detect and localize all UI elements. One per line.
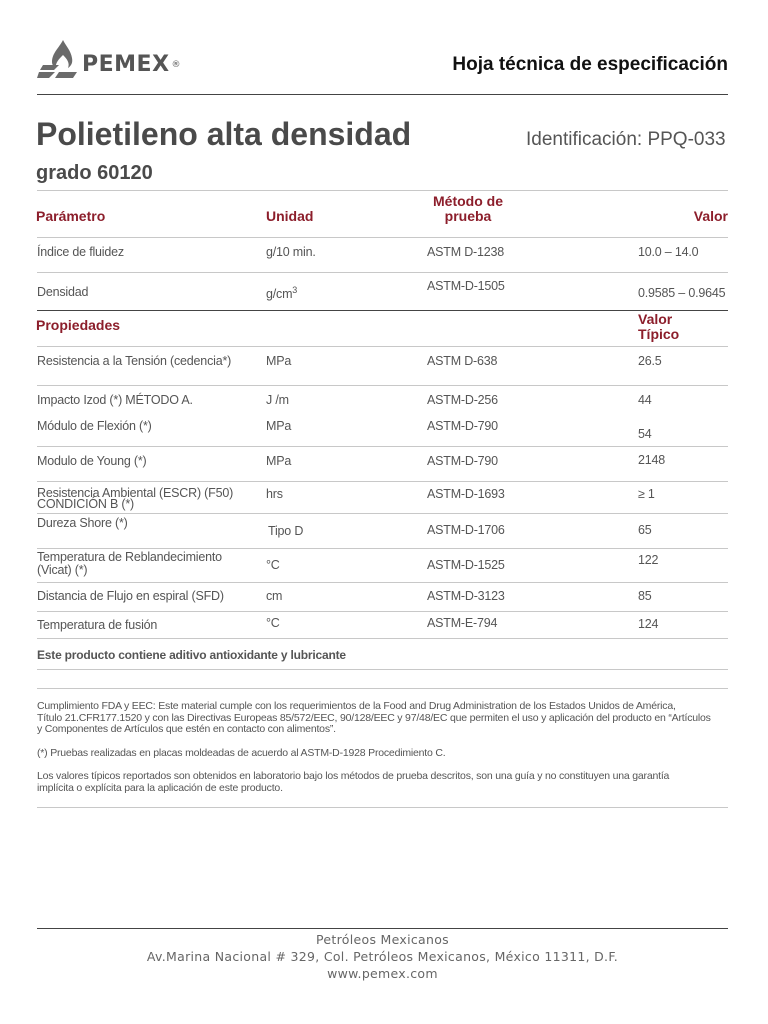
table-cell-method: ASTM-E-794 xyxy=(427,616,498,630)
table-cell-param: Densidad xyxy=(37,285,89,299)
table-cell-param xyxy=(37,488,233,510)
table-cell-param: Distancia de Flujo en espiral (SFD) xyxy=(37,589,224,603)
properties-header: Propiedades xyxy=(36,317,121,333)
table-cell-param: Impacto Izod (*) MÉTODO A. xyxy=(37,393,193,407)
table-cell-value: ≥ 1 xyxy=(638,487,655,501)
table-cell-param: Resistencia a la Tensión (cedencia*) xyxy=(37,354,232,368)
product-identification: Identificación: PPQ-033 xyxy=(526,129,726,150)
tests-note: (*) Pruebas realizadas en placas moldeadas de acuerdo al ASTM-D-1928 Procedimiento C. xyxy=(37,747,446,759)
divider xyxy=(37,190,728,191)
table-cell-param: Módulo de Flexión (*) xyxy=(37,419,152,433)
divider xyxy=(37,548,728,549)
table-cell-param-line2: (Vicat) (*) xyxy=(37,563,88,577)
table-cell-value: 44 xyxy=(638,393,652,407)
note-line: implícita o explícita para la aplicación de este producto. xyxy=(37,781,283,794)
pemex-logo-icon xyxy=(37,38,81,82)
table-cell-param-line1: Temperatura de Reblandecimiento xyxy=(37,550,222,564)
divider xyxy=(37,272,728,273)
table-cell-value: 124 xyxy=(638,617,659,631)
footer-address: Av.Marina Nacional # 329, Col. Petróleos Mexicanos, México 11311, D.F. xyxy=(146,949,619,964)
divider xyxy=(37,513,728,514)
note-line: y Componentes de Artículos que estén en contacto con alimentos”. xyxy=(37,723,336,735)
note-line: Los valores típicos reportados son obtenidos en laboratorio bajo los métodos de prueba descritos, son una guía y no constituyen una garantía xyxy=(37,770,670,782)
registered-mark: ® xyxy=(171,60,182,70)
table-cell-unit: °C xyxy=(266,616,280,630)
properties-value-header-line1: Valor xyxy=(638,311,673,327)
table-cell-param: Dureza Shore (*) xyxy=(37,516,128,530)
table-cell-param xyxy=(37,551,222,577)
divider xyxy=(37,582,728,583)
header-divider xyxy=(37,94,728,95)
typical-values-note xyxy=(37,771,729,794)
table-cell-method: ASTM-D-790 xyxy=(427,454,498,468)
table-cell-method: ASTM-D-1693 xyxy=(427,487,505,501)
footer-company: Petróleos Mexicanos xyxy=(316,932,449,947)
properties-value-header xyxy=(638,312,679,342)
table-cell-method: ASTM-D-256 xyxy=(427,393,498,407)
table-cell-unit: MPa xyxy=(266,354,292,368)
divider xyxy=(37,385,728,386)
note-line: Cumplimiento FDA y EEC: Este material cumple con los requerimientos de la Food and Drug Administration de los Estados Unidos de América, xyxy=(37,700,676,712)
divider xyxy=(37,669,728,670)
additive-note: Este producto contiene aditivo antioxidante y lubricante xyxy=(37,648,346,662)
superscript: 3 xyxy=(292,285,298,295)
table-cell-unit: MPa xyxy=(266,419,292,433)
footer-website[interactable]: www.pemex.com xyxy=(327,966,438,981)
properties-value-header-line2: Típico xyxy=(638,326,680,342)
divider xyxy=(37,688,728,689)
table-cell-param: Índice de fluidez xyxy=(37,245,124,259)
table-cell-method: ASTM-D-1505 xyxy=(427,279,505,293)
table-cell-value: 10.0 – 14.0 xyxy=(638,245,699,259)
table-cell-param: Temperatura de fusión xyxy=(37,618,158,632)
note-line: Título 21.CFR177.1520 y con las Directivas Europeas 85/572/EEC, 90/128/EEC y 97/48/EC que permiten el uso y aplicación del producto en “Artículos xyxy=(37,711,711,724)
divider xyxy=(37,446,728,447)
table-cell-value: 2148 xyxy=(638,453,666,467)
table-cell-value: 54 xyxy=(638,427,652,441)
fda-compliance-note xyxy=(37,701,729,736)
product-grade: grado 60120 xyxy=(36,162,153,184)
table-cell-param: Modulo de Young (*) xyxy=(37,454,147,468)
table-cell-method: ASTM D-1238 xyxy=(427,245,504,259)
product-title: Polietileno alta densidad xyxy=(36,116,412,152)
table-cell-value: 122 xyxy=(638,553,659,567)
table-cell-method: ASTM-D-790 xyxy=(427,419,498,433)
sheet-title: Hoja técnica de especificación xyxy=(452,54,728,75)
divider xyxy=(37,611,728,612)
table-cell-unit: g/10 min. xyxy=(266,245,316,259)
divider xyxy=(37,638,728,639)
table-cell-value: 85 xyxy=(638,589,652,603)
divider xyxy=(37,346,728,347)
table-cell-value: 26.5 xyxy=(638,354,662,368)
divider xyxy=(37,481,728,482)
table-cell-param-line2: CONDICIÓN B (*) xyxy=(37,497,135,511)
divider xyxy=(37,237,728,238)
table-cell-unit: $g/cm^3$ xyxy=(266,285,298,302)
divider xyxy=(37,807,728,808)
table-cell-value: 65 xyxy=(638,523,652,537)
table-cell-unit: hrs xyxy=(266,487,283,501)
table-cell-unit: MPa xyxy=(266,454,292,468)
col-header-method-line2: prueba xyxy=(444,208,492,224)
col-header-method-line1: Método de xyxy=(433,193,503,209)
table-cell-unit: Tipo D xyxy=(268,524,304,538)
table-cell-method: ASTM-D-1706 xyxy=(427,523,505,537)
table-cell-method: ASTM-D-1525 xyxy=(427,558,505,572)
table-cell-unit: J /m xyxy=(266,393,289,407)
footer-divider xyxy=(37,928,728,929)
table-cell-method: ASTM D-638 xyxy=(427,354,498,368)
col-header-method xyxy=(418,194,518,224)
col-header-value: Valor xyxy=(693,208,728,224)
pemex-logo-text: PEMEX ® xyxy=(82,52,182,77)
table-cell-unit: °C xyxy=(266,558,280,572)
col-header-parameter: Parámetro xyxy=(36,208,106,224)
section-divider xyxy=(37,310,728,311)
table-cell-param-line1: Resistencia Ambiental (ESCR) (F50) xyxy=(37,486,234,500)
table-cell-method: ASTM-D-3123 xyxy=(427,589,505,603)
col-header-unit: Unidad xyxy=(266,208,314,224)
table-cell-unit: cm xyxy=(266,589,283,603)
table-cell-value: 0.9585 – 0.9645 xyxy=(638,286,726,300)
